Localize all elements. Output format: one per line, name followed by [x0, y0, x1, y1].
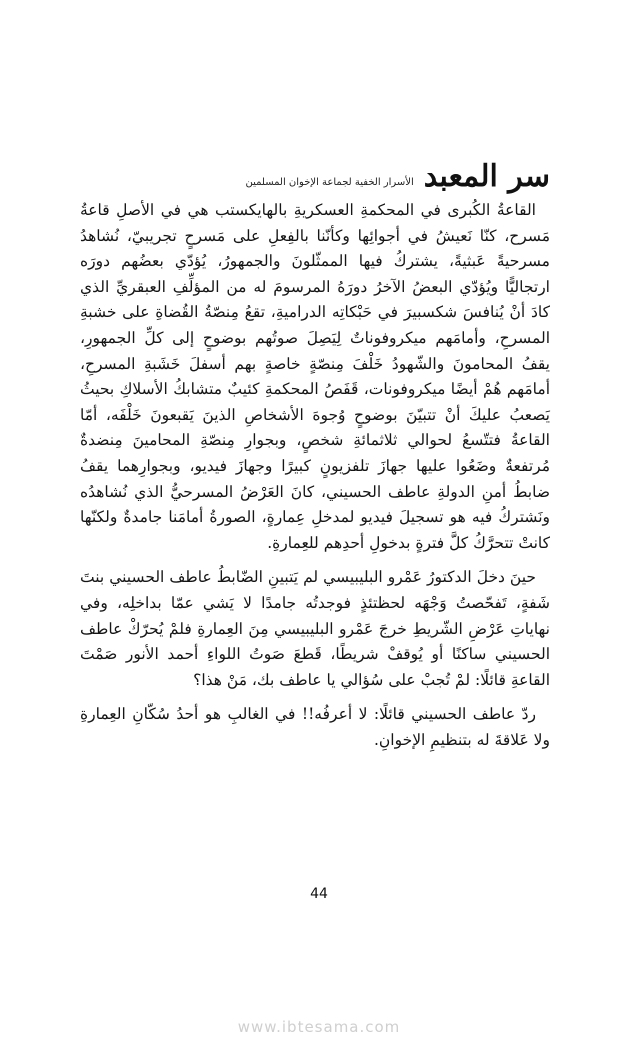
paragraph-1: القاعةُ الكُبرى في المحكمةِ العسكريةِ بالهايكستب هي في الأصلِ قاعةُ مَسرح، كنّا نَعيشُ في أجوائِها وكأنّنا بالفِعلِ على مَسرحٍ تجريبيّ، نُشاهدُ مسرحيةً عَبثيةً، يشتركُ فيها الممثّلونَ والجمهورُ، يُؤدّي بعضُهم دورَه ارتجاليًّا ويُؤدّي البعضُ الآخرُ دورَهُ المرسومَ له من المؤلِّفِ العبقريِّ الذي كادَ أنْ يُنافسَ شكسبيرَ في حَبْكاتِه الدراميةِ، تقعُ مِنصّةُ القُضاةِ على خشبةِ المسرحِ، وأمامَهم ميكروفوناتٌ لِيَصِلَ صوتُهم بوضوحٍ إلى كلِّ الجمهورِ، يقفُ المحامونَ والشّهودُ خَلْفَ مِنصّةٍ خاصةٍ بهم أسفلَ خَشَبةِ المسرحِ، أمامَهم هُمْ أيضًا ميكروفونات، قَفَصُ المحكمةِ كئيبٌ متشابكُ الأسلاكِ بحيثُ يَصعبُ عليكَ أنْ تتبيّنَ بوضوحٍ وُجوهَ الأشخاصِ الذينَ يَقبعونَ خَلْفَه، أمّا القاعةُ فتتّسعُ لحوالي ثلاثمائةِ شخصٍ، وبجوارِ مِنصّةِ المحامينَ مِنضدةٌ مُرتفعةٌ وضَعُوا عليها جهازَ تلفزيونٍ كبيرًا وجهازَ فيديو، وبجوارِهما يقفُ ضابطُ أمنِ الدولةِ عاطف الحسيني، كانَ العَرْضُ المسرحيُّ الذي نُشاهدُه ونَشتركُ فيه هو تسجيلَ فيديو لمدخلِ عِمارةٍ، الصورةُ أمامَنا جامدةٌ ولكنّها كانتْ تتحرَّكُ كلَّ فترةٍ بدخولِ أحدِهم للعِمارةِ.: [80, 201, 550, 552]
page-number: 44: [310, 886, 328, 902]
watermark: www.ibtesama.com: [237, 1018, 401, 1036]
page-header: [245, 148, 550, 194]
paragraph-2: حينَ دخلَ الدكتورُ عَمْرو البليبيسي لم يَتبينِ الضّابطُ عاطف الحسيني بنتَ شَفةٍ، تَفحّصتُ وَجْهَه لحظتئذٍ فوجدتُه جامدًا لا يَشي عمّا بداخلِه، وفي نهاياتِ عَرْضِ الشّريطِ خرجَ عَمْرو البليبيسي مِنَ العِمارةِ فلمْ يُحرّكْ عاطف الحسيني ساكنًا أو يُوقفْ شريطًا، قَطعَ صَوتُ اللواءِ أحمد الأنور صَمْتَ القاعةِ قائلًا: لمْ تُجبْ على سُؤالي يا عاطف بك، مَنْ هذا؟: [80, 568, 550, 689]
paragraph-3: ردّ عاطف الحسيني قائلًا: لا أعرفُه!! في الغالبِ هو أحدُ سُكّانِ العِمارةِ ولا عَلاقةَ له بتنظيمِ الإخوانِ.: [80, 705, 550, 749]
body-text: [80, 198, 550, 762]
book-subtitle: الأسرار الخفية لجماعة الإخوان المسلمين: [245, 177, 414, 188]
book-logo: سر المعبد: [423, 159, 550, 194]
